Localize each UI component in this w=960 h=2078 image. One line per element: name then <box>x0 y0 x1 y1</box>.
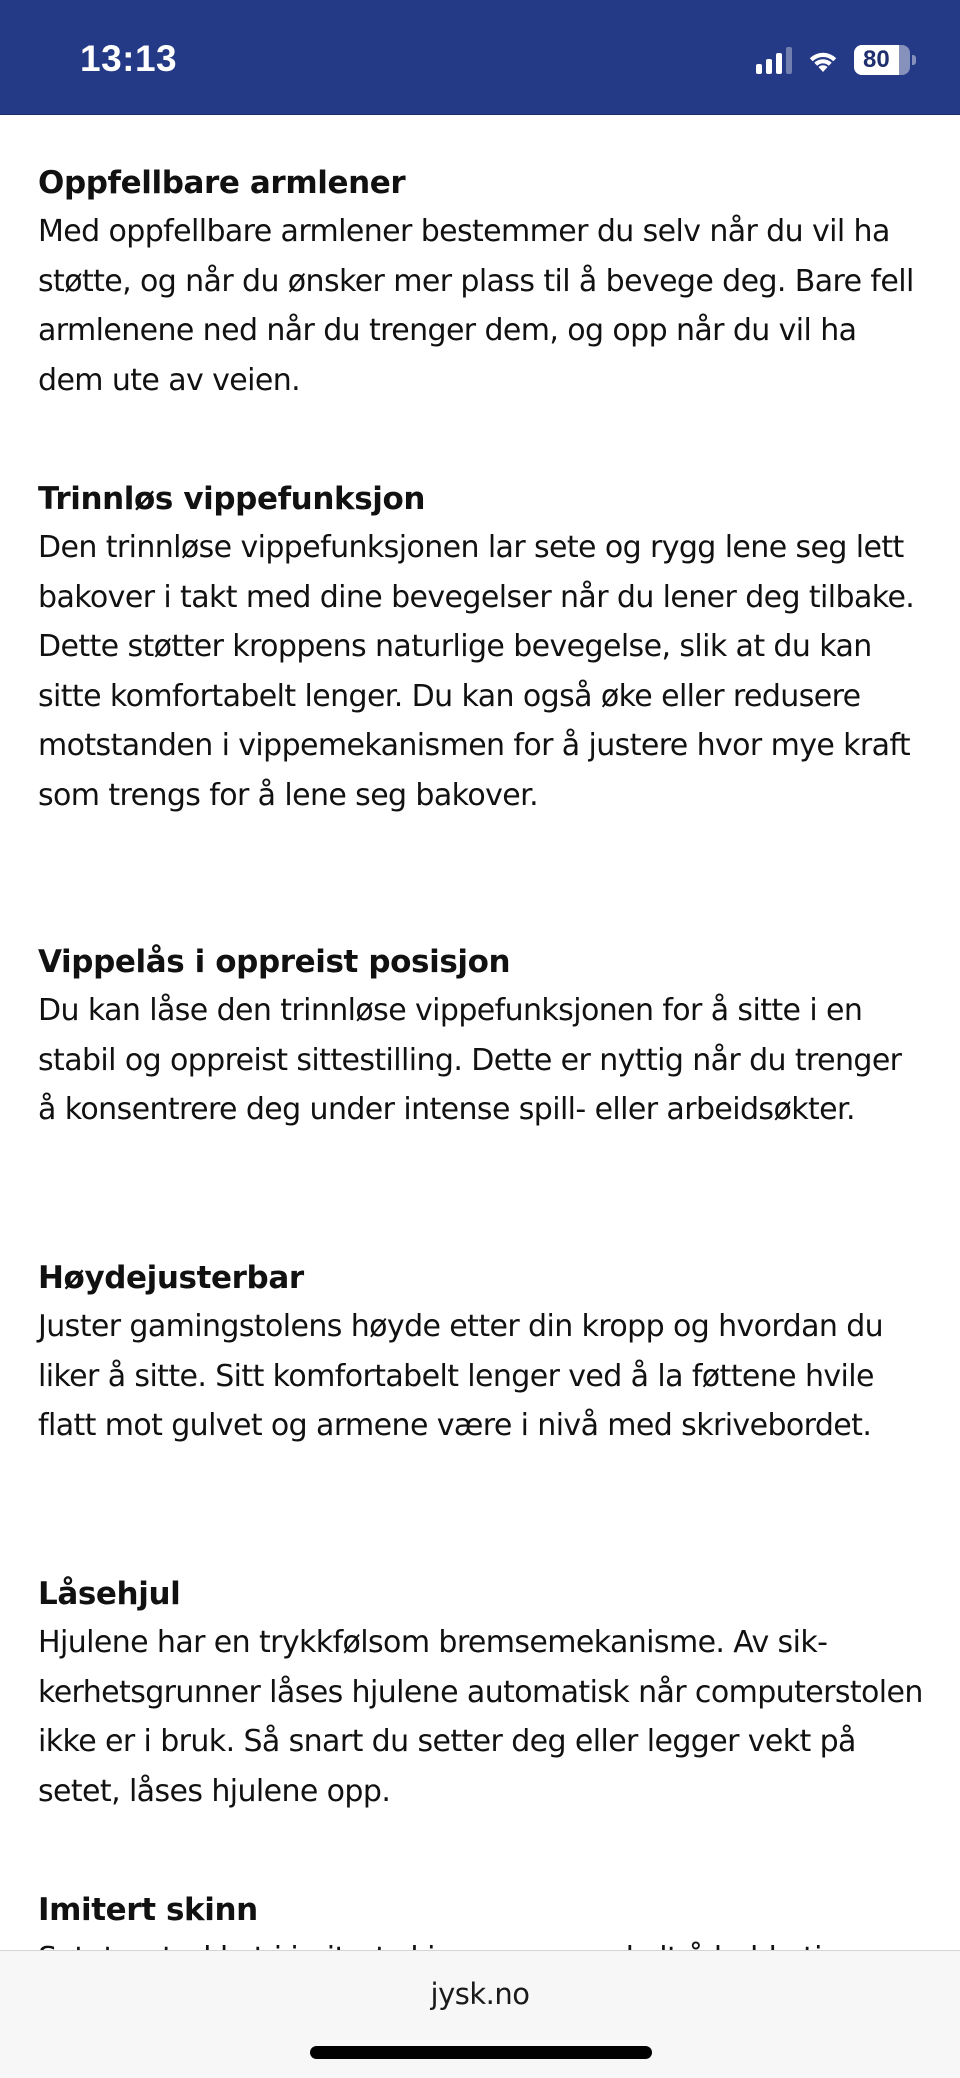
feature-section-armrests <box>38 163 928 405</box>
section-body: Med oppfellbare armlener bestemmer du selv når du vil ha støtte, og når du ønsker mer plass til å bevege deg. Bare fell armlenene ned når du trenger dem, og opp når du vil ha dem ute av veien. <box>38 214 914 398</box>
status-icons <box>756 44 916 76</box>
section-title: Vippelås i oppreist posisjon <box>38 944 511 980</box>
section-title: Trinnløs vippefunksjon <box>38 481 426 517</box>
section-title: Oppfellbare armlener <box>38 165 406 201</box>
browser-address-bar[interactable] <box>0 1950 960 2078</box>
section-title: Låsehjul <box>38 1576 181 1612</box>
feature-section-locking-wheels <box>38 1574 928 1816</box>
cellular-signal-icon <box>756 46 792 74</box>
section-body: Den trinnløse vippefunksjonen lar sete og rygg lene seg lett bakover i takt med dine bevegelser når du lener deg tilbake. Dette støtter kroppens naturlige bevegelse, slik at du kan sitte komfortabelt lenger. Du kan også øke eller redusere motstanden i vippemekanismen for å justere hvor mye kraft som trengs for å lene seg bakover. <box>38 530 915 813</box>
section-body: Du kan låse den trinnløse vippefunksjonen for å sitte i en stabil og oppreist sittestilling. Dette er nyttig når du trenger å konsentrere deg under intense spill- eller arbeidsøkter. <box>38 993 902 1127</box>
status-time: 13:13 <box>80 38 178 79</box>
status-bar <box>0 0 960 115</box>
section-title: Høydejusterbar <box>38 1260 304 1296</box>
feature-section-tilt <box>38 479 928 820</box>
home-indicator[interactable] <box>310 2046 652 2059</box>
battery-icon <box>854 45 916 75</box>
url-label[interactable]: jysk.no <box>430 1977 530 2011</box>
section-body: Hjulene har en trykkfølsom bremsemekanisme. Av sikkerhetsgrunner låses hjulene automatisk når computerstolen ikke er i bruk. Så snart du setter deg eller legger vekt på setet, låses hjulene opp. <box>38 1625 923 1809</box>
wifi-icon <box>806 46 840 74</box>
feature-section-height-adjustable <box>38 1258 928 1451</box>
section-title: Imitert skinn <box>38 1892 258 1928</box>
feature-section-tilt-lock <box>38 942 928 1135</box>
section-body: Juster gamingstolens høyde etter din kropp og hvordan du liker å sitte. Sitt komfortabelt lenger ved å la føttene hvile flatt mot gulvet og armene være i nivå med skrivebordet. <box>38 1309 884 1443</box>
battery-level: 80 <box>863 46 890 73</box>
